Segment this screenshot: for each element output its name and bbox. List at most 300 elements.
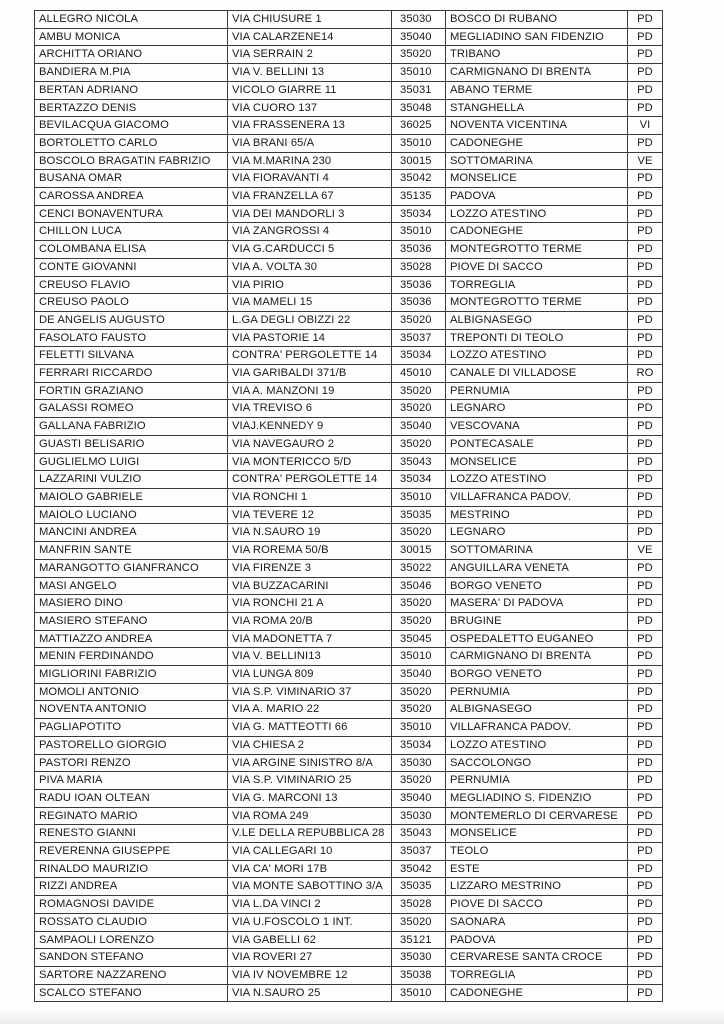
province-cell: PD bbox=[628, 736, 663, 754]
address-cell: VIA TEVERE 12 bbox=[228, 506, 392, 524]
city-cell: LOZZO ATESTINO bbox=[446, 205, 628, 223]
name-cell: PAGLIAPOTITO bbox=[35, 719, 228, 737]
city-cell: BRUGINE bbox=[446, 612, 628, 630]
postal-code-cell: 35034 bbox=[392, 736, 446, 754]
name-cell: AMBU MONICA bbox=[35, 28, 228, 46]
city-cell: SACCOLONGO bbox=[446, 754, 628, 772]
postal-code-cell: 35020 bbox=[392, 524, 446, 542]
province-cell: PD bbox=[628, 81, 663, 99]
page-bottom-edge bbox=[0, 1008, 724, 1024]
table-row bbox=[35, 400, 663, 418]
city-cell: LIZZARO MESTRINO bbox=[446, 878, 628, 896]
postal-code-cell: 35022 bbox=[392, 559, 446, 577]
address-cell: L.GA DEGLI OBIZZI 22 bbox=[228, 311, 392, 329]
address-cell: VIA G. MATTEOTTI 66 bbox=[228, 719, 392, 737]
postal-code-cell: 35036 bbox=[392, 294, 446, 312]
postal-code-cell: 35020 bbox=[392, 435, 446, 453]
table-row bbox=[35, 276, 663, 294]
city-cell: MONSELICE bbox=[446, 825, 628, 843]
name-cell: MASI ANGELO bbox=[35, 577, 228, 595]
address-cell: VIA FRANZELLA 67 bbox=[228, 188, 392, 206]
address-cell: VIA N.SAURO 25 bbox=[228, 984, 392, 1002]
table-row bbox=[35, 241, 663, 259]
address-cell: VIA ARGINE SINISTRO 8/A bbox=[228, 754, 392, 772]
postal-code-cell: 45010 bbox=[392, 365, 446, 383]
postal-code-cell: 35038 bbox=[392, 966, 446, 984]
name-cell: CHILLON LUCA bbox=[35, 223, 228, 241]
province-cell: PD bbox=[628, 347, 663, 365]
postal-code-cell: 35046 bbox=[392, 577, 446, 595]
city-cell: MONTEGROTTO TERME bbox=[446, 294, 628, 312]
city-cell: BOSCO DI RUBANO bbox=[446, 11, 628, 29]
city-cell: SOTTOMARINA bbox=[446, 152, 628, 170]
city-cell: MONTEMERLO DI CERVARESE bbox=[446, 807, 628, 825]
name-cell: RINALDO MAURIZIO bbox=[35, 860, 228, 878]
postal-code-cell: 35020 bbox=[392, 400, 446, 418]
postal-code-cell: 35030 bbox=[392, 11, 446, 29]
name-cell: FERRARI RICCARDO bbox=[35, 365, 228, 383]
city-cell: TEOLO bbox=[446, 843, 628, 861]
table-row bbox=[35, 524, 663, 542]
table-row bbox=[35, 294, 663, 312]
province-cell: VI bbox=[628, 117, 663, 135]
name-cell: MOMOLI ANTONIO bbox=[35, 683, 228, 701]
name-cell: MAIOLO GABRIELE bbox=[35, 488, 228, 506]
address-cell: VIA MAMELI 15 bbox=[228, 294, 392, 312]
table-row bbox=[35, 931, 663, 949]
province-cell: PD bbox=[628, 825, 663, 843]
postal-code-cell: 35043 bbox=[392, 453, 446, 471]
province-cell: PD bbox=[628, 418, 663, 436]
address-cell: VIA A. MANZONI 19 bbox=[228, 382, 392, 400]
name-cell: PIVA MARIA bbox=[35, 772, 228, 790]
province-cell: PD bbox=[628, 11, 663, 29]
name-cell: BOSCOLO BRAGATIN FABRIZIO bbox=[35, 152, 228, 170]
table-row bbox=[35, 329, 663, 347]
table-row bbox=[35, 453, 663, 471]
province-cell: PD bbox=[628, 630, 663, 648]
name-cell: PASTORI RENZO bbox=[35, 754, 228, 772]
province-cell: PD bbox=[628, 99, 663, 117]
name-cell: MANCINI ANDREA bbox=[35, 524, 228, 542]
address-cell: VIA U.FOSCOLO 1 INT. bbox=[228, 913, 392, 931]
address-cell: VIA L.DA VINCI 2 bbox=[228, 896, 392, 914]
address-cell: VIA GARIBALDI 371/B bbox=[228, 365, 392, 383]
city-cell: TREPONTI DI TEOLO bbox=[446, 329, 628, 347]
table-row bbox=[35, 577, 663, 595]
table-row bbox=[35, 205, 663, 223]
address-cell: VIA NAVEGAURO 2 bbox=[228, 435, 392, 453]
city-cell: SAONARA bbox=[446, 913, 628, 931]
address-cell: VIA LUNGA 809 bbox=[228, 666, 392, 684]
postal-code-cell: 30015 bbox=[392, 152, 446, 170]
city-cell: STANGHELLA bbox=[446, 99, 628, 117]
postal-code-cell: 35030 bbox=[392, 807, 446, 825]
postal-code-cell: 35028 bbox=[392, 896, 446, 914]
address-cell: VIA CA' MORI 17B bbox=[228, 860, 392, 878]
province-cell: PD bbox=[628, 28, 663, 46]
name-cell: COLOMBANA ELISA bbox=[35, 241, 228, 259]
postal-code-cell: 35028 bbox=[392, 258, 446, 276]
name-cell: BEVILACQUA GIACOMO bbox=[35, 117, 228, 135]
province-cell: PD bbox=[628, 170, 663, 188]
address-cell: VIA S.P. VIMINARIO 37 bbox=[228, 683, 392, 701]
address-cell: VIA G. MARCONI 13 bbox=[228, 789, 392, 807]
city-cell: LOZZO ATESTINO bbox=[446, 736, 628, 754]
name-cell: MANFRIN SANTE bbox=[35, 542, 228, 560]
city-cell: MEGLIADINO S. FIDENZIO bbox=[446, 789, 628, 807]
name-cell: BUSANA OMAR bbox=[35, 170, 228, 188]
province-cell: PD bbox=[628, 258, 663, 276]
table-row bbox=[35, 984, 663, 1002]
postal-code-cell: 35035 bbox=[392, 506, 446, 524]
name-cell: GUGLIELMO LUIGI bbox=[35, 453, 228, 471]
province-cell: PD bbox=[628, 719, 663, 737]
table-row bbox=[35, 81, 663, 99]
province-cell: PD bbox=[628, 559, 663, 577]
city-cell: CADONEGHE bbox=[446, 984, 628, 1002]
postal-code-cell: 35037 bbox=[392, 843, 446, 861]
province-cell: VE bbox=[628, 152, 663, 170]
city-cell: MEGLIADINO SAN FIDENZIO bbox=[446, 28, 628, 46]
postal-code-cell: 35020 bbox=[392, 612, 446, 630]
postal-code-cell: 36025 bbox=[392, 117, 446, 135]
province-cell: PD bbox=[628, 205, 663, 223]
postal-code-cell: 35020 bbox=[392, 311, 446, 329]
address-cell: VIA TREVISO 6 bbox=[228, 400, 392, 418]
name-cell: SANDON STEFANO bbox=[35, 949, 228, 967]
table-row bbox=[35, 542, 663, 560]
address-cell: VIA ROMA 249 bbox=[228, 807, 392, 825]
address-cell: VIA G.CARDUCCI 5 bbox=[228, 241, 392, 259]
name-cell: BERTAZZO DENIS bbox=[35, 99, 228, 117]
province-cell: PD bbox=[628, 453, 663, 471]
city-cell: LEGNARO bbox=[446, 400, 628, 418]
address-cell: VIA CHIESA 2 bbox=[228, 736, 392, 754]
table-row bbox=[35, 46, 663, 64]
postal-code-cell: 35031 bbox=[392, 81, 446, 99]
province-cell: PD bbox=[628, 241, 663, 259]
province-cell: PD bbox=[628, 896, 663, 914]
address-cell: VIA MADONETTA 7 bbox=[228, 630, 392, 648]
table-row bbox=[35, 949, 663, 967]
name-cell: RIZZI ANDREA bbox=[35, 878, 228, 896]
province-cell: PD bbox=[628, 223, 663, 241]
city-cell: VILLAFRANCA PADOV. bbox=[446, 488, 628, 506]
name-cell: REVERENNA GIUSEPPE bbox=[35, 843, 228, 861]
postal-code-cell: 30015 bbox=[392, 542, 446, 560]
name-cell: MASIERO STEFANO bbox=[35, 612, 228, 630]
address-cell: VIA PASTORIE 14 bbox=[228, 329, 392, 347]
province-cell: PD bbox=[628, 188, 663, 206]
postal-code-cell: 35040 bbox=[392, 28, 446, 46]
postal-code-cell: 35036 bbox=[392, 276, 446, 294]
address-cell: VIA A. MARIO 22 bbox=[228, 701, 392, 719]
province-cell: PD bbox=[628, 400, 663, 418]
address-cell: VIA ZANGROSSI 4 bbox=[228, 223, 392, 241]
table-row bbox=[35, 772, 663, 790]
name-cell: MAIOLO LUCIANO bbox=[35, 506, 228, 524]
province-cell: PD bbox=[628, 435, 663, 453]
address-cell: VIA V. BELLINI13 bbox=[228, 648, 392, 666]
city-cell: PERNUMIA bbox=[446, 382, 628, 400]
province-cell: PD bbox=[628, 949, 663, 967]
province-cell: RO bbox=[628, 365, 663, 383]
address-cell: VIA CALARZENE14 bbox=[228, 28, 392, 46]
postal-code-cell: 35035 bbox=[392, 878, 446, 896]
table-row bbox=[35, 754, 663, 772]
postal-code-cell: 35020 bbox=[392, 382, 446, 400]
city-cell: LOZZO ATESTINO bbox=[446, 471, 628, 489]
province-cell: PD bbox=[628, 46, 663, 64]
table-row bbox=[35, 28, 663, 46]
city-cell: PERNUMIA bbox=[446, 683, 628, 701]
table-row bbox=[35, 471, 663, 489]
address-cell: VIA ROREMA 50/B bbox=[228, 542, 392, 560]
table-row bbox=[35, 896, 663, 914]
table-row bbox=[35, 683, 663, 701]
name-cell: CAROSSA ANDREA bbox=[35, 188, 228, 206]
city-cell: PIOVE DI SACCO bbox=[446, 258, 628, 276]
table-row bbox=[35, 347, 663, 365]
city-cell: MESTRINO bbox=[446, 506, 628, 524]
name-cell: RADU IOAN OLTEAN bbox=[35, 789, 228, 807]
name-cell: DE ANGELIS AUGUSTO bbox=[35, 311, 228, 329]
table-row bbox=[35, 913, 663, 931]
address-cell: VIA SERRAIN 2 bbox=[228, 46, 392, 64]
name-cell: GALLANA FABRIZIO bbox=[35, 418, 228, 436]
table-row bbox=[35, 807, 663, 825]
table-row bbox=[35, 170, 663, 188]
city-cell: LEGNARO bbox=[446, 524, 628, 542]
postal-code-cell: 35036 bbox=[392, 241, 446, 259]
city-cell: MASERA' DI PADOVA bbox=[446, 595, 628, 613]
city-cell: CARMIGNANO DI BRENTA bbox=[446, 648, 628, 666]
name-cell: CREUSO FLAVIO bbox=[35, 276, 228, 294]
table-row bbox=[35, 64, 663, 82]
province-cell: PD bbox=[628, 648, 663, 666]
province-cell: PD bbox=[628, 488, 663, 506]
postal-code-cell: 35030 bbox=[392, 949, 446, 967]
address-cell: VIA FRASSENERA 13 bbox=[228, 117, 392, 135]
table-row bbox=[35, 152, 663, 170]
name-cell: REGINATO MARIO bbox=[35, 807, 228, 825]
name-cell: MENIN FERDINANDO bbox=[35, 648, 228, 666]
city-cell: VILLAFRANCA PADOV. bbox=[446, 719, 628, 737]
name-cell: LAZZARINI VULZIO bbox=[35, 471, 228, 489]
postal-code-cell: 35042 bbox=[392, 170, 446, 188]
name-cell: NOVENTA ANTONIO bbox=[35, 701, 228, 719]
province-cell: PD bbox=[628, 860, 663, 878]
city-cell: CADONEGHE bbox=[446, 134, 628, 152]
table-row bbox=[35, 382, 663, 400]
table-row bbox=[35, 506, 663, 524]
table-row bbox=[35, 966, 663, 984]
name-cell: SCALCO STEFANO bbox=[35, 984, 228, 1002]
member-table bbox=[34, 10, 663, 1002]
postal-code-cell: 35040 bbox=[392, 418, 446, 436]
address-cell: VIA M.MARINA 230 bbox=[228, 152, 392, 170]
name-cell: MIGLIORINI FABRIZIO bbox=[35, 666, 228, 684]
province-cell: PD bbox=[628, 276, 663, 294]
city-cell: LOZZO ATESTINO bbox=[446, 347, 628, 365]
table-row bbox=[35, 666, 663, 684]
province-cell: PD bbox=[628, 913, 663, 931]
city-cell: CERVARESE SANTA CROCE bbox=[446, 949, 628, 967]
address-cell: VIA MONTE SABOTTINO 3/A bbox=[228, 878, 392, 896]
name-cell: GUASTI BELISARIO bbox=[35, 435, 228, 453]
postal-code-cell: 35010 bbox=[392, 984, 446, 1002]
table-row bbox=[35, 612, 663, 630]
name-cell: CREUSO PAOLO bbox=[35, 294, 228, 312]
postal-code-cell: 35020 bbox=[392, 683, 446, 701]
postal-code-cell: 35135 bbox=[392, 188, 446, 206]
province-cell: PD bbox=[628, 329, 663, 347]
address-cell: CONTRA' PERGOLETTE 14 bbox=[228, 347, 392, 365]
name-cell: PASTORELLO GIORGIO bbox=[35, 736, 228, 754]
name-cell: FELETTI SILVANA bbox=[35, 347, 228, 365]
address-cell: VICOLO GIARRE 11 bbox=[228, 81, 392, 99]
name-cell: ROSSATO CLAUDIO bbox=[35, 913, 228, 931]
address-cell: VIA DEI MANDORLI 3 bbox=[228, 205, 392, 223]
table-row bbox=[35, 223, 663, 241]
address-cell: VIA V. BELLINI 13 bbox=[228, 64, 392, 82]
province-cell: PD bbox=[628, 878, 663, 896]
province-cell: PD bbox=[628, 382, 663, 400]
name-cell: MARANGOTTO GIANFRANCO bbox=[35, 559, 228, 577]
city-cell: ESTE bbox=[446, 860, 628, 878]
postal-code-cell: 35020 bbox=[392, 46, 446, 64]
table-row bbox=[35, 365, 663, 383]
city-cell: MONSELICE bbox=[446, 170, 628, 188]
table-row bbox=[35, 878, 663, 896]
province-cell: PD bbox=[628, 843, 663, 861]
city-cell: PONTECASALE bbox=[446, 435, 628, 453]
province-cell: PD bbox=[628, 754, 663, 772]
province-cell: PD bbox=[628, 64, 663, 82]
city-cell: PADOVA bbox=[446, 931, 628, 949]
province-cell: PD bbox=[628, 807, 663, 825]
name-cell: ARCHITTA ORIANO bbox=[35, 46, 228, 64]
postal-code-cell: 35020 bbox=[392, 701, 446, 719]
province-cell: VE bbox=[628, 542, 663, 560]
name-cell: BERTAN ADRIANO bbox=[35, 81, 228, 99]
city-cell: CANALE DI VILLADOSE bbox=[446, 365, 628, 383]
table-row bbox=[35, 736, 663, 754]
city-cell: OSPEDALETTO EUGANEO bbox=[446, 630, 628, 648]
address-cell: VIA ROMA 20/B bbox=[228, 612, 392, 630]
table-row bbox=[35, 188, 663, 206]
province-cell: PD bbox=[628, 134, 663, 152]
member-table-body bbox=[35, 11, 663, 1002]
address-cell: VIA ROVERI 27 bbox=[228, 949, 392, 967]
province-cell: PD bbox=[628, 294, 663, 312]
province-cell: PD bbox=[628, 595, 663, 613]
city-cell: BORGO VENETO bbox=[446, 577, 628, 595]
name-cell: CONTE GIOVANNI bbox=[35, 258, 228, 276]
table-row bbox=[35, 789, 663, 807]
table-row bbox=[35, 258, 663, 276]
table-row bbox=[35, 648, 663, 666]
table-row bbox=[35, 595, 663, 613]
city-cell: TRIBANO bbox=[446, 46, 628, 64]
postal-code-cell: 35040 bbox=[392, 666, 446, 684]
postal-code-cell: 35043 bbox=[392, 825, 446, 843]
city-cell: CADONEGHE bbox=[446, 223, 628, 241]
city-cell: CARMIGNANO DI BRENTA bbox=[446, 64, 628, 82]
name-cell: BORTOLETTO CARLO bbox=[35, 134, 228, 152]
city-cell: ALBIGNASEGO bbox=[446, 311, 628, 329]
table-row bbox=[35, 134, 663, 152]
table-row bbox=[35, 860, 663, 878]
address-cell: VIA A. VOLTA 30 bbox=[228, 258, 392, 276]
name-cell: FASOLATO FAUSTO bbox=[35, 329, 228, 347]
province-cell: PD bbox=[628, 931, 663, 949]
name-cell: ALLEGRO NICOLA bbox=[35, 11, 228, 29]
city-cell: TORREGLIA bbox=[446, 966, 628, 984]
city-cell: ALBIGNASEGO bbox=[446, 701, 628, 719]
address-cell: VIA MONTERICCO 5/D bbox=[228, 453, 392, 471]
name-cell: RENESTO GIANNI bbox=[35, 825, 228, 843]
table-row bbox=[35, 559, 663, 577]
city-cell: PADOVA bbox=[446, 188, 628, 206]
province-cell: PD bbox=[628, 506, 663, 524]
city-cell: ABANO TERME bbox=[446, 81, 628, 99]
postal-code-cell: 35010 bbox=[392, 223, 446, 241]
province-cell: PD bbox=[628, 612, 663, 630]
name-cell: ROMAGNOSI DAVIDE bbox=[35, 896, 228, 914]
address-cell: VIA BRANI 65/A bbox=[228, 134, 392, 152]
province-cell: PD bbox=[628, 772, 663, 790]
city-cell: SOTTOMARINA bbox=[446, 542, 628, 560]
table-row bbox=[35, 418, 663, 436]
postal-code-cell: 35034 bbox=[392, 205, 446, 223]
address-cell: VIA N.SAURO 19 bbox=[228, 524, 392, 542]
table-row bbox=[35, 11, 663, 29]
postal-code-cell: 35048 bbox=[392, 99, 446, 117]
postal-code-cell: 35045 bbox=[392, 630, 446, 648]
postal-code-cell: 35121 bbox=[392, 931, 446, 949]
name-cell: BANDIERA M.PIA bbox=[35, 64, 228, 82]
province-cell: PD bbox=[628, 471, 663, 489]
address-cell: VIA RONCHI 1 bbox=[228, 488, 392, 506]
address-cell: VIA GABELLI 62 bbox=[228, 931, 392, 949]
city-cell: VESCOVANA bbox=[446, 418, 628, 436]
table-row bbox=[35, 719, 663, 737]
postal-code-cell: 35010 bbox=[392, 134, 446, 152]
province-cell: PD bbox=[628, 701, 663, 719]
table-row bbox=[35, 99, 663, 117]
address-cell: VIA BUZZACARINI bbox=[228, 577, 392, 595]
city-cell: PIOVE DI SACCO bbox=[446, 896, 628, 914]
postal-code-cell: 35030 bbox=[392, 754, 446, 772]
postal-code-cell: 35040 bbox=[392, 789, 446, 807]
city-cell: ANGUILLARA VENETA bbox=[446, 559, 628, 577]
name-cell: SARTORE NAZZARENO bbox=[35, 966, 228, 984]
postal-code-cell: 35010 bbox=[392, 64, 446, 82]
address-cell: V.LE DELLA REPUBBLICA 28 bbox=[228, 825, 392, 843]
province-cell: PD bbox=[628, 524, 663, 542]
table-row bbox=[35, 488, 663, 506]
address-cell: CONTRA' PERGOLETTE 14 bbox=[228, 471, 392, 489]
province-cell: PD bbox=[628, 789, 663, 807]
province-cell: PD bbox=[628, 984, 663, 1002]
postal-code-cell: 35037 bbox=[392, 329, 446, 347]
name-cell: MATTIAZZO ANDREA bbox=[35, 630, 228, 648]
province-cell: PD bbox=[628, 577, 663, 595]
postal-code-cell: 35042 bbox=[392, 860, 446, 878]
name-cell: GALASSI ROMEO bbox=[35, 400, 228, 418]
